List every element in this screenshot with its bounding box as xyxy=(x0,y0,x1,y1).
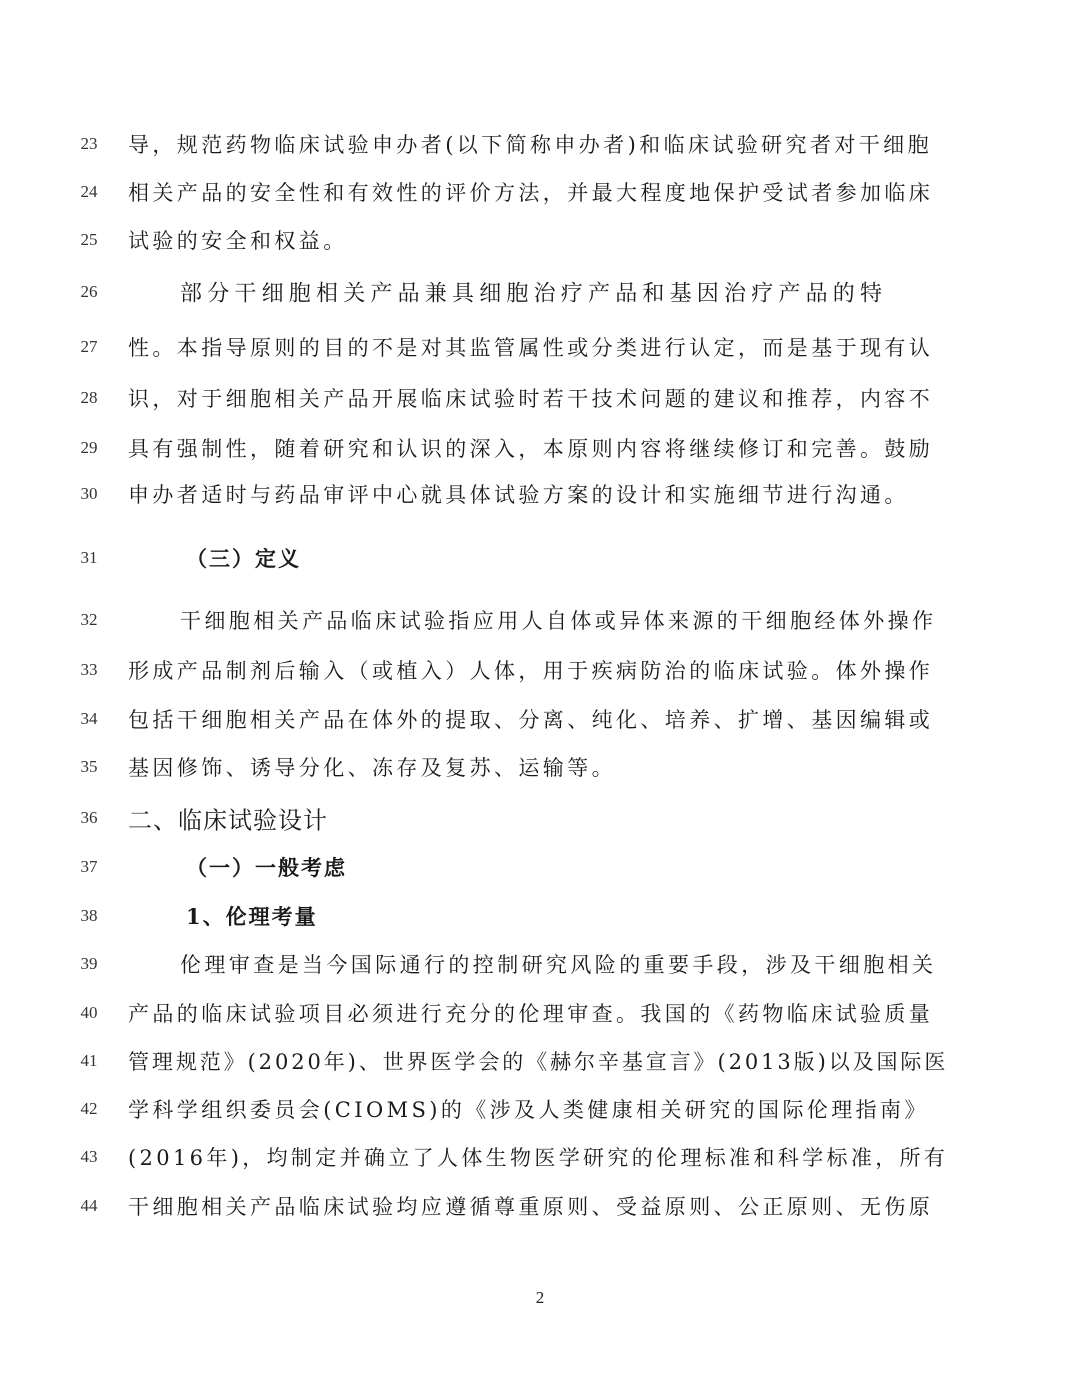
text-line xyxy=(0,428,1080,468)
line-text: 干细胞相关产品临床试验指应用人自体或异体来源的干细胞经体外操作 xyxy=(180,609,937,633)
line-text: 二、临床试验设计 xyxy=(128,806,328,835)
line-text: 部分干细胞相关产品兼具细胞治疗产品和基因治疗产品的特 xyxy=(180,281,888,307)
text-line xyxy=(0,993,1080,1033)
line-number: 23 xyxy=(80,134,98,153)
line-number: 40 xyxy=(80,1003,98,1022)
line-number: 34 xyxy=(80,709,98,728)
line-text: 申办者适时与药品审评中心就具体试验方案的设计和实施细节进行沟通。 xyxy=(128,483,909,507)
line-number: 36 xyxy=(80,808,98,827)
line-number: 32 xyxy=(80,610,98,629)
line-text: 学科学组织委员会(CIOMS)的《涉及人类健康相关研究的国际伦理指南》 xyxy=(128,1098,929,1122)
line-number: 29 xyxy=(80,438,98,457)
line-number: 38 xyxy=(80,906,98,925)
line-number: 30 xyxy=(80,484,98,503)
line-text: 1、伦理考量 xyxy=(186,904,318,929)
line-number: 44 xyxy=(80,1196,98,1215)
text-line xyxy=(0,124,1080,164)
line-number: 37 xyxy=(80,857,98,876)
line-text: 形成产品制剂后输入（或植入）人体，用于疾病防治的临床试验。体外操作 xyxy=(128,659,934,683)
line-number: 31 xyxy=(80,548,98,567)
chapter-heading xyxy=(0,798,1080,838)
text-line xyxy=(0,220,1080,260)
section-heading xyxy=(0,896,1080,936)
line-text: （一）一般考虑 xyxy=(186,855,347,880)
line-text: 识，对于细胞相关产品开展临床试验时若干技术问题的建议和推荐，内容不 xyxy=(128,387,934,411)
line-text: 包括干细胞相关产品在体外的提取、分离、纯化、培养、扩增、基因编辑或 xyxy=(128,708,934,732)
line-text: 试验的安全和权益。 xyxy=(128,229,348,253)
text-line xyxy=(0,699,1080,739)
text-line xyxy=(0,1137,1080,1177)
line-number: 39 xyxy=(80,954,98,973)
line-number: 25 xyxy=(80,230,98,249)
line-number: 28 xyxy=(80,388,98,407)
text-line xyxy=(0,747,1080,787)
line-number: 27 xyxy=(80,337,98,356)
text-line xyxy=(0,272,1080,312)
text-line xyxy=(0,327,1080,367)
line-text: 具有强制性，随着研究和认识的深入，本原则内容将继续修订和完善。鼓励 xyxy=(128,437,934,461)
line-text: 干细胞相关产品临床试验均应遵循尊重原则、受益原则、公正原则、无伤原 xyxy=(128,1195,934,1219)
text-line xyxy=(0,1186,1080,1226)
line-number: 42 xyxy=(80,1099,98,1118)
line-text: （三）定义 xyxy=(186,546,301,571)
text-line xyxy=(0,378,1080,418)
line-text: 产品的临床试验项目必须进行充分的伦理审查。我国的《药物临床试验质量 xyxy=(128,1002,934,1026)
line-number: 43 xyxy=(80,1147,98,1166)
text-line xyxy=(0,172,1080,212)
text-line xyxy=(0,1089,1080,1129)
text-line xyxy=(0,1041,1080,1081)
line-text: 伦理审查是当今国际通行的控制研究风险的重要手段，涉及干细胞相关 xyxy=(180,953,937,977)
page-number: 2 xyxy=(535,1288,545,1307)
line-number: 35 xyxy=(80,757,98,776)
line-number: 26 xyxy=(80,282,98,301)
line-number: 24 xyxy=(80,182,98,201)
line-text: (2016年)，均制定并确立了人体生物医学研究的伦理标准和科学标准，所有 xyxy=(128,1146,949,1170)
line-text: 相关产品的安全性和有效性的评价方法，并最大程度地保护受试者参加临床 xyxy=(128,181,934,205)
line-text: 性。本指导原则的目的不是对其监管属性或分类进行认定，而是基于现有认 xyxy=(128,336,934,360)
text-line xyxy=(0,944,1080,984)
text-line xyxy=(0,600,1080,640)
line-text: 导，规范药物临床试验申办者(以下简称申办者)和临床试验研究者对干细胞 xyxy=(128,133,932,157)
text-line xyxy=(0,474,1080,514)
text-line xyxy=(0,650,1080,690)
line-text: 管理规范》(2020年)、世界医学会的《赫尔辛基宣言》(2013版)以及国际医 xyxy=(128,1050,949,1074)
section-heading xyxy=(0,847,1080,887)
section-heading xyxy=(0,538,1080,578)
line-number: 33 xyxy=(80,660,98,679)
line-number: 41 xyxy=(80,1051,98,1070)
line-text: 基因修饰、诱导分化、冻存及复苏、运输等。 xyxy=(128,756,616,780)
